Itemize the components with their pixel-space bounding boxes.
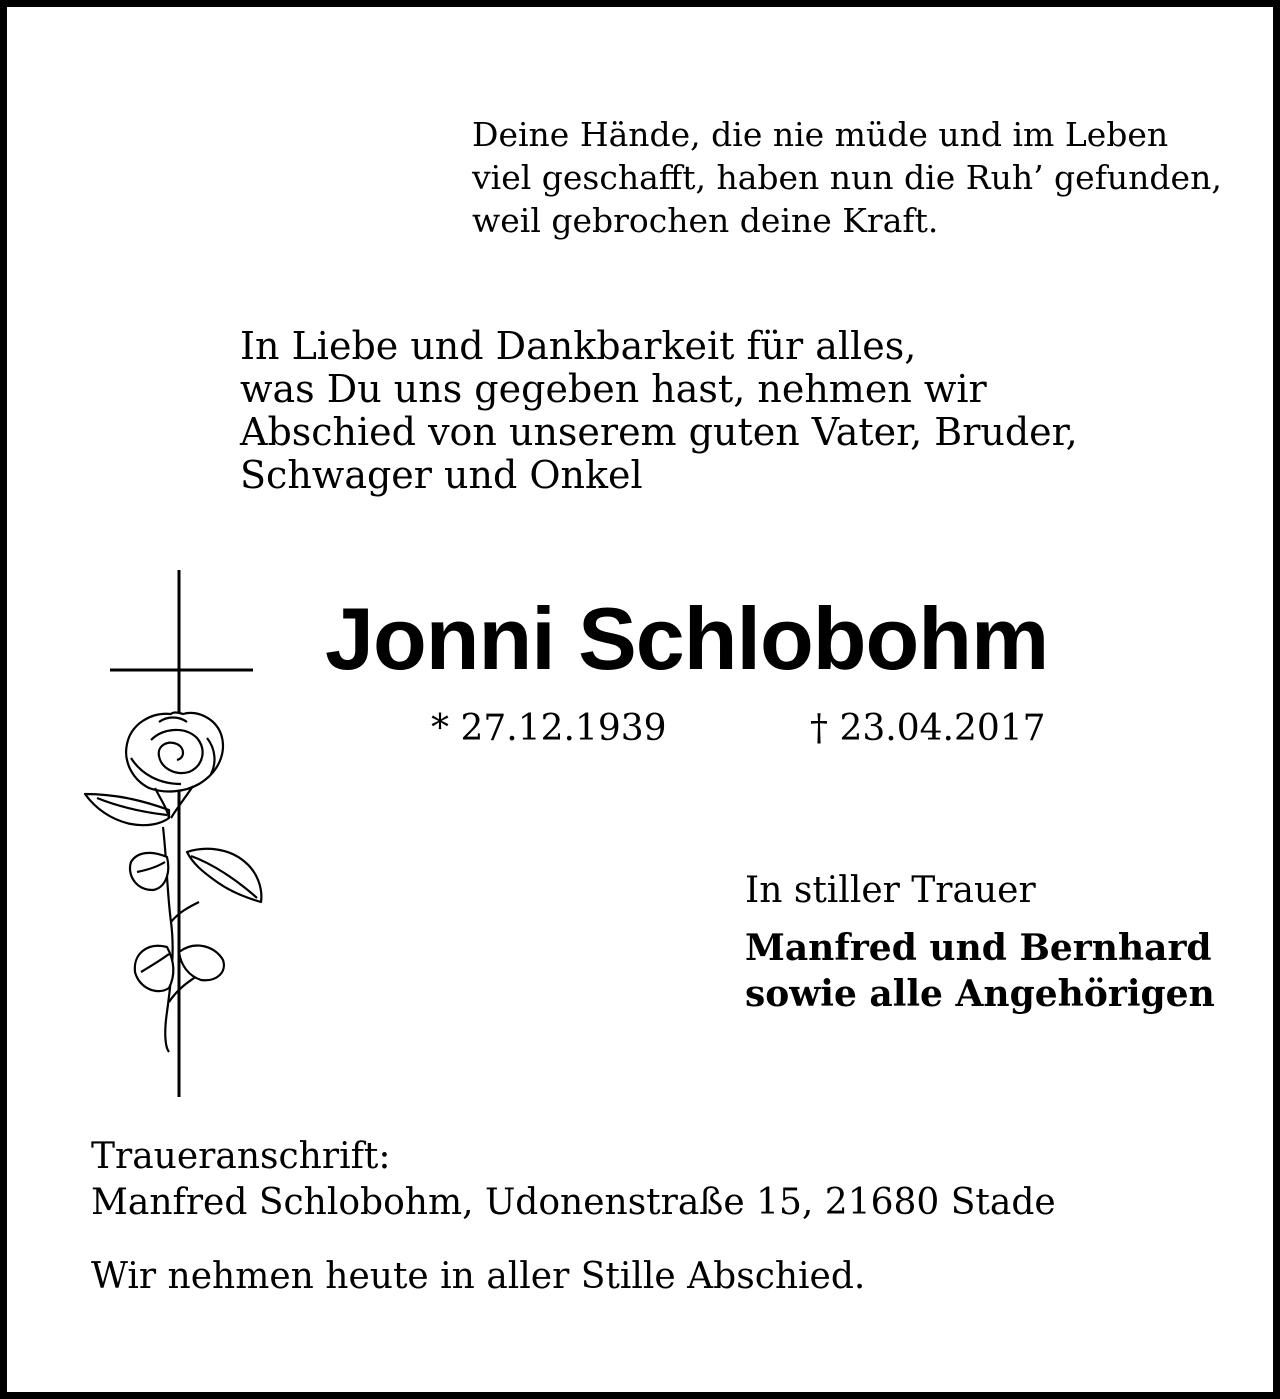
cross-and-rose-emblem xyxy=(67,562,267,1102)
intro-line: Schwager und Onkel xyxy=(240,453,643,497)
address-value: Manfred Schlobohm, Udonenstraße 15, 21680 Stade xyxy=(91,1182,1056,1223)
mourners-heading: In stiller Trauer xyxy=(745,870,1036,911)
poem-line: viel geschafft, haben nun die Ruh’ gefunden, xyxy=(472,158,1222,197)
closing-text: Wir nehmen heute in aller Stille Abschied. xyxy=(91,1256,866,1297)
mourners-names xyxy=(745,925,1215,1017)
intro-text xyxy=(240,325,1078,497)
intro-line: was Du uns gegeben hast, nehmen wir xyxy=(240,367,987,411)
birth-date: * 27.12.1939 xyxy=(431,708,667,749)
rose-icon xyxy=(85,713,261,1053)
poem-line: Deine Hände, die nie müde und im Leben xyxy=(472,115,1169,154)
poem xyxy=(472,113,1222,242)
address-label: Traueranschrift: xyxy=(91,1136,391,1177)
intro-line: Abschied von unserem guten Vater, Bruder, xyxy=(240,410,1078,454)
deceased-name: Jonni Schlobohm xyxy=(325,589,1049,688)
poem-line: weil gebrochen deine Kraft. xyxy=(472,201,939,240)
mourners-line: Manfred und Bernhard xyxy=(745,927,1212,969)
cross-icon xyxy=(110,570,253,1097)
mourners-line: sowie alle Angehörigen xyxy=(745,973,1215,1015)
intro-line: In Liebe und Dankbarkeit für alles, xyxy=(240,324,917,368)
death-date: † 23.04.2017 xyxy=(810,708,1046,749)
